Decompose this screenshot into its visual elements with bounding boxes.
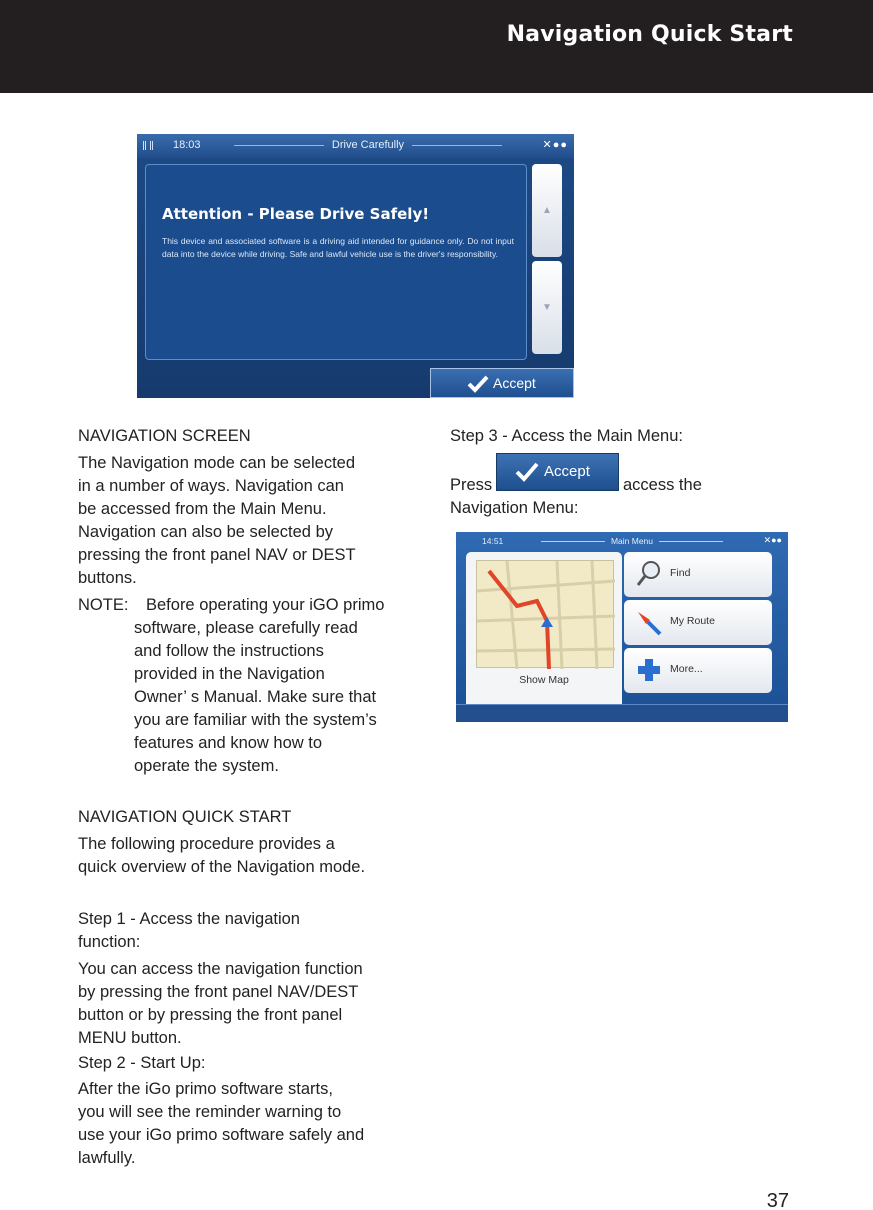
step3-heading: Step 3 - Access the Main Menu:	[450, 427, 683, 445]
map-route-icon	[477, 561, 615, 669]
accept-button[interactable]	[430, 368, 574, 398]
warning-body: This device and associated software is a driving aid intended for guidance only. Do not input data into the device while driving. Safe and lawful vehicle use is the driver's responsibility.	[162, 236, 514, 259]
inline-accept-label: Accept	[544, 463, 590, 480]
map-thumbnail	[476, 560, 614, 668]
note-text: Before operating your iGO primo software, please carefully read and follow the instructions provided in the Navigation Owner’ s Manual. Make sure that you are familiar with the system’s features and know how to operate the system.	[134, 596, 385, 775]
header-title: Navigation Quick Start	[506, 22, 793, 47]
quick-start-heading: NAVIGATION QUICK START	[78, 808, 292, 826]
magnifier-icon	[636, 560, 662, 588]
arrow-down-icon: ▼	[542, 302, 552, 313]
status-bar	[456, 532, 788, 550]
find-button[interactable]	[624, 552, 772, 597]
scroll-down-button[interactable]	[532, 261, 562, 354]
show-map-label: Show Map	[519, 674, 569, 686]
press-text: Press	[450, 476, 493, 494]
access-text: access the	[623, 476, 702, 494]
step1-text: You can access the navigation function by pressing the front panel NAV/DEST button or by pressing the front panel MENU button.	[78, 960, 363, 1047]
inline-accept-button	[496, 453, 619, 491]
page-header	[0, 0, 873, 93]
accept-label: Accept	[493, 375, 536, 391]
status-title: Drive Carefully	[217, 139, 519, 151]
checkmark-icon	[467, 375, 489, 393]
gps-status-icon: ✕●●	[542, 139, 568, 151]
status-bar	[137, 134, 574, 158]
quick-start-text: The following procedure provides a quick overview of the Navigation mode.	[78, 835, 366, 876]
drive-carefully-screenshot	[137, 134, 574, 398]
status-title: Main Menu	[516, 536, 748, 546]
more-label: More...	[670, 663, 703, 675]
more-button[interactable]	[624, 648, 772, 693]
step1-heading: Step 1 - Access the navigation function:	[78, 910, 300, 951]
note-label: NOTE:	[78, 596, 129, 614]
my-route-label: My Route	[670, 615, 715, 627]
menu-footer-bar	[456, 704, 788, 722]
step2-text: After the iGo primo software starts, you will see the reminder warning to use your iGo primo software safely and lawfully.	[78, 1080, 365, 1167]
plus-icon	[636, 656, 662, 684]
step2-heading: Step 2 - Start Up:	[78, 1054, 206, 1072]
navigation-screen-heading: NAVIGATION SCREEN	[78, 427, 251, 445]
signal-icon	[143, 141, 153, 150]
main-menu-screenshot	[456, 532, 788, 722]
navigation-menu-text: Navigation Menu:	[450, 499, 579, 517]
gps-status-icon: ✕●●	[763, 535, 782, 545]
scroll-up-button[interactable]	[532, 164, 562, 257]
status-time: 14:51	[482, 536, 504, 546]
status-time: 18:03	[173, 139, 201, 151]
show-map-button[interactable]	[466, 552, 622, 718]
route-flag-icon	[636, 608, 662, 636]
warning-panel	[145, 164, 527, 360]
arrow-up-icon: ▲	[542, 205, 552, 216]
checkmark-icon	[515, 462, 539, 482]
navigation-screen-text: The Navigation mode can be selected in a number of ways. Navigation can be accessed from the Main Menu. Navigation can also be selected by pressing the front panel NAV or DEST buttons.	[78, 454, 356, 587]
warning-heading: Attention - Please Drive Safely!	[162, 205, 430, 223]
page-number: 37	[766, 1190, 789, 1210]
find-label: Find	[670, 567, 691, 579]
my-route-button[interactable]	[624, 600, 772, 645]
